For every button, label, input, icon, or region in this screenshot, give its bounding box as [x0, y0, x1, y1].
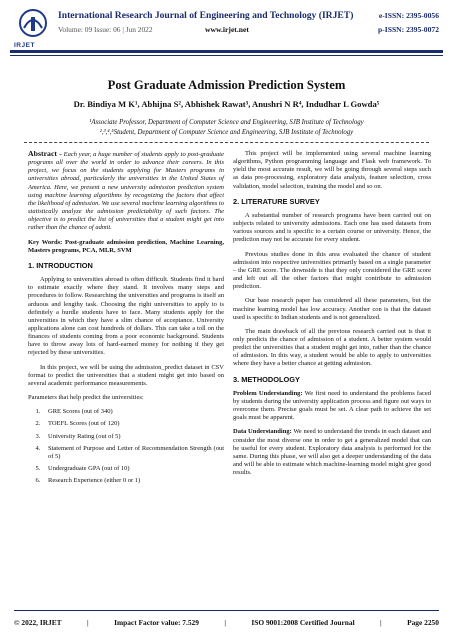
- introduction-heading: 1. INTRODUCTION: [28, 260, 93, 270]
- logo-text: IRJET: [14, 42, 35, 49]
- right-column: [233, 150, 431, 483]
- impact-factor: Impact Factor value: 7.529: [114, 618, 199, 627]
- volume-issue: Volume: 09 Issue: 06 | Jun 2022: [58, 25, 153, 34]
- problem-understanding: [233, 390, 431, 423]
- lit-paragraph-4: The main drawback of all the previous research carried out is that it only predicts the chance of admission of a student. A better system would predict the universities that a student might get into, rather than the chance of admission. In this way, a student would be able to apply to universities where they have a better chance at getting admission.: [233, 327, 431, 368]
- list-item: 6. Research Experience (either 0 or 1): [42, 477, 224, 485]
- intro-paragraph-3: Parameters that help predict the universities:: [28, 394, 144, 402]
- keywords-label: Key Words:: [28, 238, 63, 246]
- abstract-text: Each year, a huge number of students apply to post-graduate programs all over the world in order to advance their careers. In this project, we focus on the students applying for Masters programs in universities abroad, particularly the universities in the United States of America. Here, we present a new university admission prediction system using machine learning algorithms by recognizing the factors that affect the likelihood of admission. We use several machine learning algorithms to statistically analyze the admission predictability of such factors. The objective is to predict the list of universities that a student might get into rather than the chance of admit.: [28, 151, 225, 232]
- p-issn: p-ISSN: 2395-0072: [378, 25, 439, 34]
- abstract: [28, 150, 224, 233]
- intro-paragraph-2: In this project, we will be using the admission_predict dataset in CSV format to predict the universities that a student might get into based on several academic performance measurements.: [28, 363, 224, 387]
- affiliation-1: ¹Associate Professor, Department of Computer Science and Engineering, SJB Institute of Technology: [89, 119, 364, 126]
- intro-paragraph-1: Applying to universities abroad is often difficult. Students find it hard to estimate exactly where they stand. It involves many steps and procedures to follow. Researching the universities and programs is itself an arduous and lengthy task. Choosing the right universities to apply to is definitely a hurdle students have to face. Many students apply for the universities in which they have a slim chance of acceptance. University applications alone can cost hundreds of dollars. This can take a toll on the finances of students coming from a poor economic background. Students have to throw away lots of hard-earned money for nothing if they get rejected by these universities.: [28, 276, 224, 357]
- header-rule-thin: [10, 55, 443, 56]
- data-understanding-text: We need to understand the trends in each dataset and consider the most diverse one in order to get a generalized model that can be useful for every student. Exploratory data analysis is performed for the same. During this phase, we will also get a deeper understanding of the data and will be able to estimate which machine-learning model might give good results.: [233, 428, 432, 477]
- problem-understanding-label: Problem Understanding:: [233, 389, 303, 397]
- footer-rule: [14, 610, 439, 611]
- keywords-text: Post-graduate admission prediction, Machine Learning, Masters programs, PCA, MLR, SVM: [28, 238, 224, 254]
- irjet-logo-icon: [16, 8, 50, 44]
- page-footer: [14, 618, 439, 627]
- journal-header: [0, 0, 453, 62]
- data-understanding-label: Data Understanding:: [233, 428, 292, 436]
- paper-title: Post Graduate Admission Prediction System: [107, 78, 346, 92]
- list-item: 4. Statement of Purpose and Letter of Recommendation Strength (out of 5): [42, 445, 224, 461]
- paper-authors: Dr. Bindiya M K¹, Abhijna S², Abhishek Rawat³, Anushri N R⁴, Indudhar L Gowda⁵: [73, 99, 380, 109]
- footer-separator: |: [224, 618, 226, 627]
- abstract-label: Abstract -: [28, 149, 62, 158]
- e-issn: e-ISSN: 2395-0056: [378, 11, 439, 20]
- list-item: 5. Undergraduate GPA (out of 10): [42, 465, 224, 473]
- section-separator: [24, 142, 429, 143]
- list-item: 1. GRE Scores (out of 340): [42, 408, 224, 416]
- lit-paragraph-3: Our base research paper has considered all these parameters, but the machine learning model has low accuracy. Another con is that the dataset used is specific to Indian students and is not generalized.: [233, 297, 431, 321]
- copyright: © 2022, IRJET: [14, 618, 62, 627]
- journal-website: www.irjet.net: [205, 25, 249, 34]
- list-item: 2. TOEFL Scores (out of 120): [42, 420, 224, 428]
- problem-understanding-text: We first need to understand the problems faced by students during the university application process and figure out ways to overcome them. Precise goals must be set. A clear path to achieve the set goals must be apparent.: [233, 389, 431, 422]
- iso-certification: ISO 9001:2008 Certified Journal: [251, 618, 355, 627]
- literature-survey-heading: 2. LITERATURE SURVEY: [233, 196, 320, 206]
- methodology-heading: 3. METHODOLOGY: [233, 374, 300, 384]
- page-number: Page 2250: [407, 618, 439, 627]
- footer-separator: |: [87, 618, 89, 627]
- lit-paragraph-1: A substantial number of research programs have been carried out on subjects related to university admissions. Each one has used datasets from various sources and is specific to a certain course or university. Hence, the prediction may not be accurate for every student.: [233, 211, 431, 244]
- keywords: [28, 239, 224, 255]
- affiliation-2: ²,³,⁴,⁵Student, Department of Computer Science and Engineering, SJB Institute of Technology: [99, 129, 354, 136]
- left-column: [28, 150, 224, 489]
- list-item: 3. University Rating (out of 5): [42, 433, 224, 441]
- header-rule: [10, 50, 443, 53]
- intro-paragraph-4: This project will be implemented using several machine learning algorithms, Python programming language and Flask web framework. To yield the most accurate result, we will be going through several steps such as data pre-processing, exploratory data analysis, feature selection, cross validation, model selection, training the model and so on.: [233, 150, 431, 190]
- data-understanding: [233, 428, 431, 477]
- footer-separator: |: [380, 618, 382, 627]
- lit-paragraph-2: Previous studies done in this area evaluated the chance of student admission into respective universities primarily based on a single parameter – the GRE score. The downside is that they only considered the GRE score and left out all the other factors that might contribute to admission prediction.: [233, 250, 431, 291]
- journal-name: International Research Journal of Engineering and Technology (IRJET): [58, 10, 354, 21]
- parameter-list: [28, 408, 224, 485]
